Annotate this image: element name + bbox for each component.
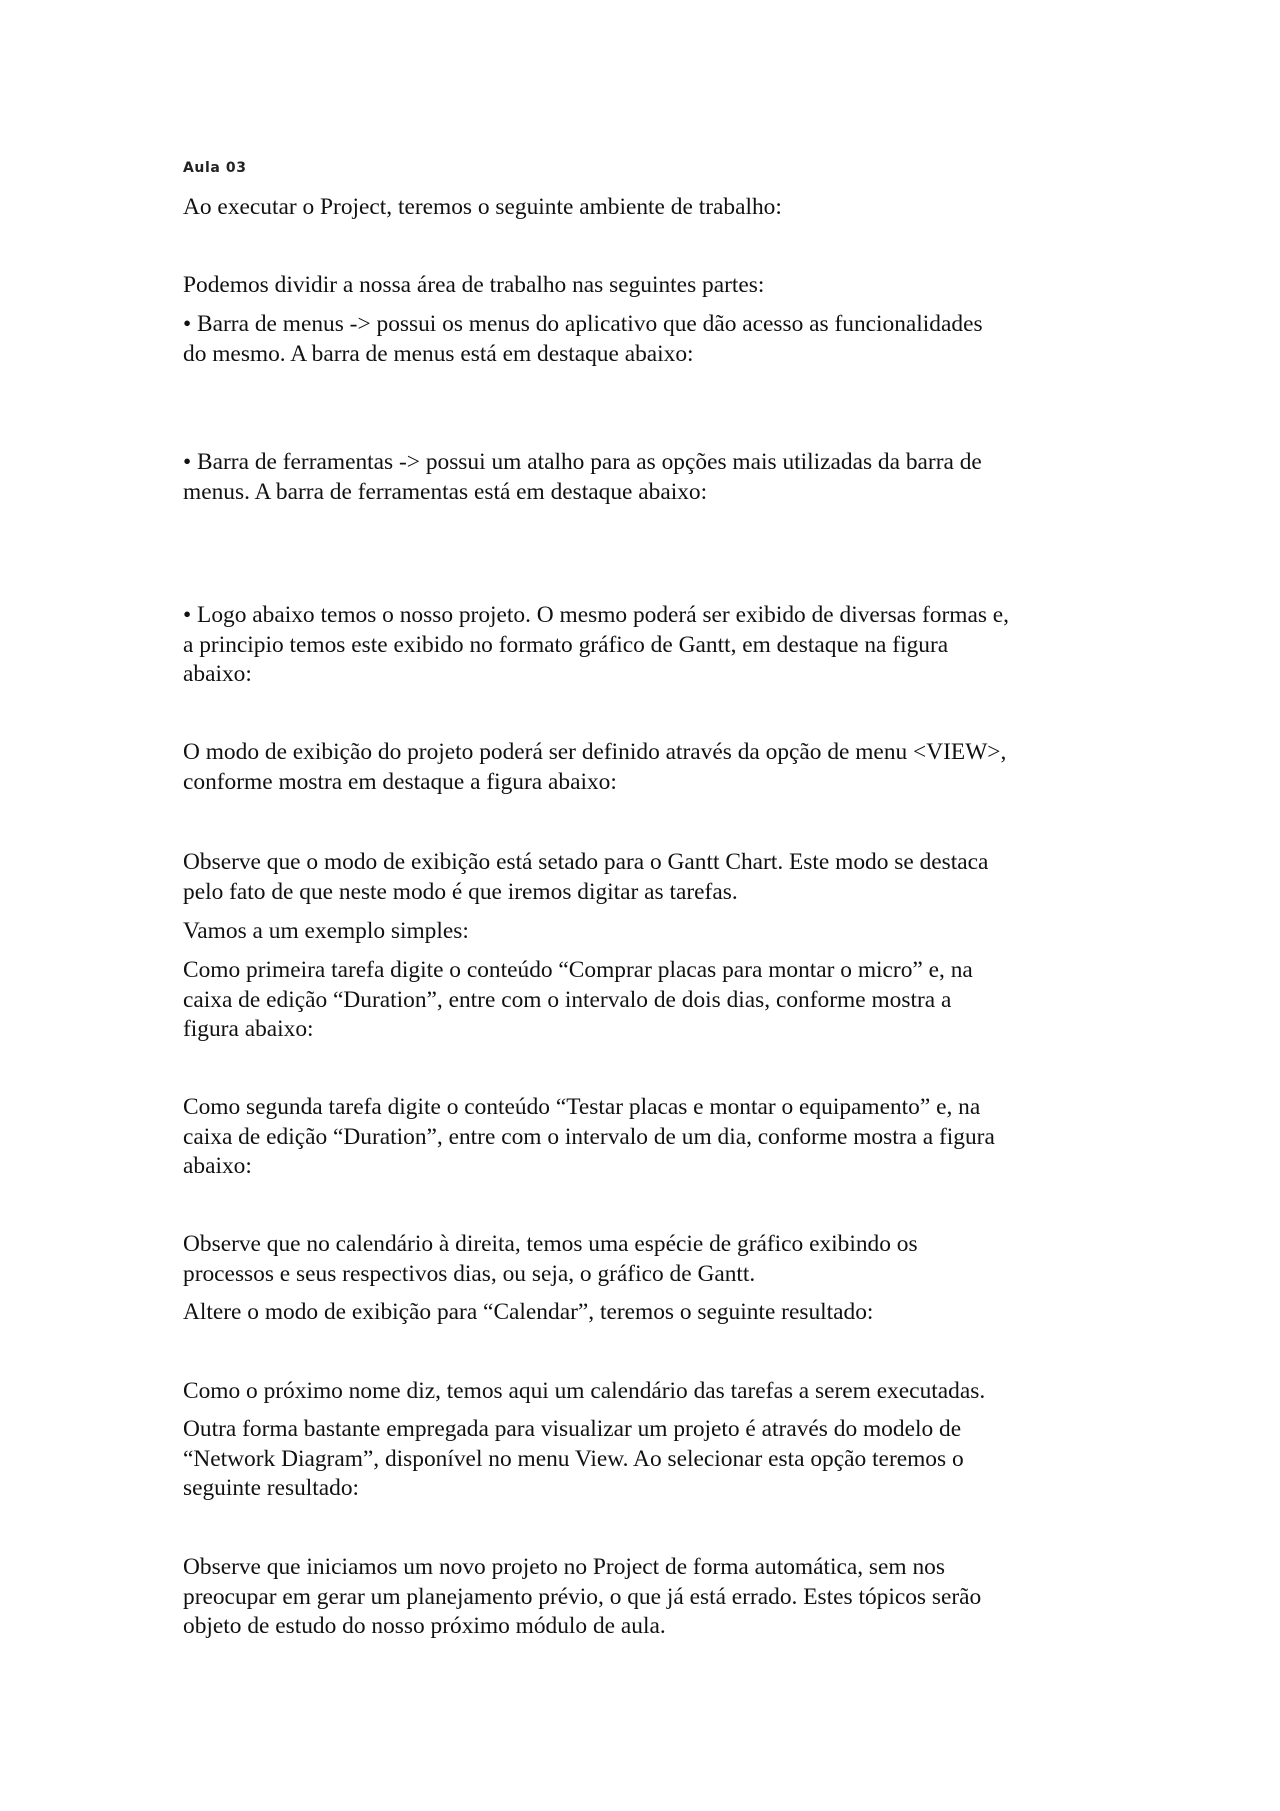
text-line: pelo fato de que neste modo é que iremos digitar as tarefas. (183, 878, 738, 905)
paragraph-network-diagram (183, 1415, 1103, 1504)
lesson-header: Aula 03 (183, 160, 247, 176)
text-line: • Barra de ferramentas -> possui um atalho para as opções mais utilizadas da barra de (183, 449, 982, 475)
paragraph-calendar-result (183, 1377, 1103, 1407)
text-line: seguinte resultado: (183, 1475, 360, 1501)
text-line: • Barra de menus -> possui os menus do aplicativo que dão acesso as funcionalidades (183, 311, 983, 337)
paragraph-conclusion (183, 1553, 1103, 1642)
text-line: Observe que iniciamos um novo projeto no Project de forma automática, sem nos (183, 1554, 945, 1580)
paragraph-first-task (183, 956, 1103, 1045)
paragraph-calendar-gantt (183, 1230, 1103, 1289)
text-line: caixa de edição “Duration”, entre com o intervalo de um dia, conforme mostra a figura (183, 1123, 995, 1150)
text-line: a principio temos este exibido no formato gráfico de Gantt, em destaque na figura (183, 631, 949, 658)
text-line: Podemos dividir a nossa área de trabalho nas seguintes partes: (183, 272, 765, 298)
text-line: caixa de edição “Duration”, entre com o intervalo de dois dias, conforme mostra a (183, 986, 952, 1013)
text-line: abaixo: (183, 1153, 252, 1179)
text-line: figura abaixo: (183, 1016, 314, 1042)
text-line: Como segunda tarefa digite o conteúdo “Testar placas e montar o equipamento” e, na (183, 1094, 981, 1120)
text-line: abaixo: (183, 661, 252, 687)
paragraph-calendar-mode (183, 1298, 1103, 1328)
text-line: • Logo abaixo temos o nosso projeto. O mesmo poderá ser exibido de diversas formas e, (183, 602, 1010, 628)
paragraph-second-task (183, 1093, 1103, 1182)
text-line: O modo de exibição do projeto poderá ser definido através da opção de menu <VIEW>, (183, 739, 1007, 765)
paragraph-toolbar (183, 448, 1103, 507)
text-line: “Network Diagram”, disponível no menu View. Ao selecionar esta opção teremos o (183, 1445, 964, 1472)
paragraph-project-view (183, 601, 1103, 690)
paragraph-intro (183, 193, 1103, 223)
text-line: Ao executar o Project, teremos o seguinte ambiente de trabalho: (183, 194, 782, 220)
text-line: conforme mostra em destaque a figura abaixo: (183, 768, 617, 795)
paragraph-example (183, 917, 1103, 947)
paragraph-view-menu (183, 738, 1103, 797)
paragraph-menu-bar (183, 310, 1103, 369)
paragraph-gantt-mode (183, 848, 1103, 907)
text-line: Altere o modo de exibição para “Calendar”, teremos o seguinte resultado: (183, 1299, 874, 1325)
text-line: Outra forma bastante empregada para visualizar um projeto é através do modelo de (183, 1416, 962, 1442)
text-line: Como primeira tarefa digite o conteúdo “Comprar placas para montar o micro” e, na (183, 957, 973, 983)
text-line: do mesmo. A barra de menus está em destaque abaixo: (183, 340, 694, 367)
text-line: Observe que no calendário à direita, temos uma espécie de gráfico exibindo os (183, 1231, 918, 1257)
paragraph-parts (183, 271, 1103, 301)
text-line: menus. A barra de ferramentas está em destaque abaixo: (183, 478, 708, 505)
text-line: Vamos a um exemplo simples: (183, 918, 469, 944)
text-line: Observe que o modo de exibição está setado para o Gantt Chart. Este modo se destaca (183, 849, 989, 875)
text-line: Como o próximo nome diz, temos aqui um calendário das tarefas a serem executadas. (183, 1378, 986, 1404)
text-line: objeto de estudo do nosso próximo módulo de aula. (183, 1613, 666, 1639)
text-line: preocupar em gerar um planejamento prévio, o que já está errado. Estes tópicos serão (183, 1583, 982, 1610)
text-line: processos e seus respectivos dias, ou seja, o gráfico de Gantt. (183, 1260, 756, 1287)
